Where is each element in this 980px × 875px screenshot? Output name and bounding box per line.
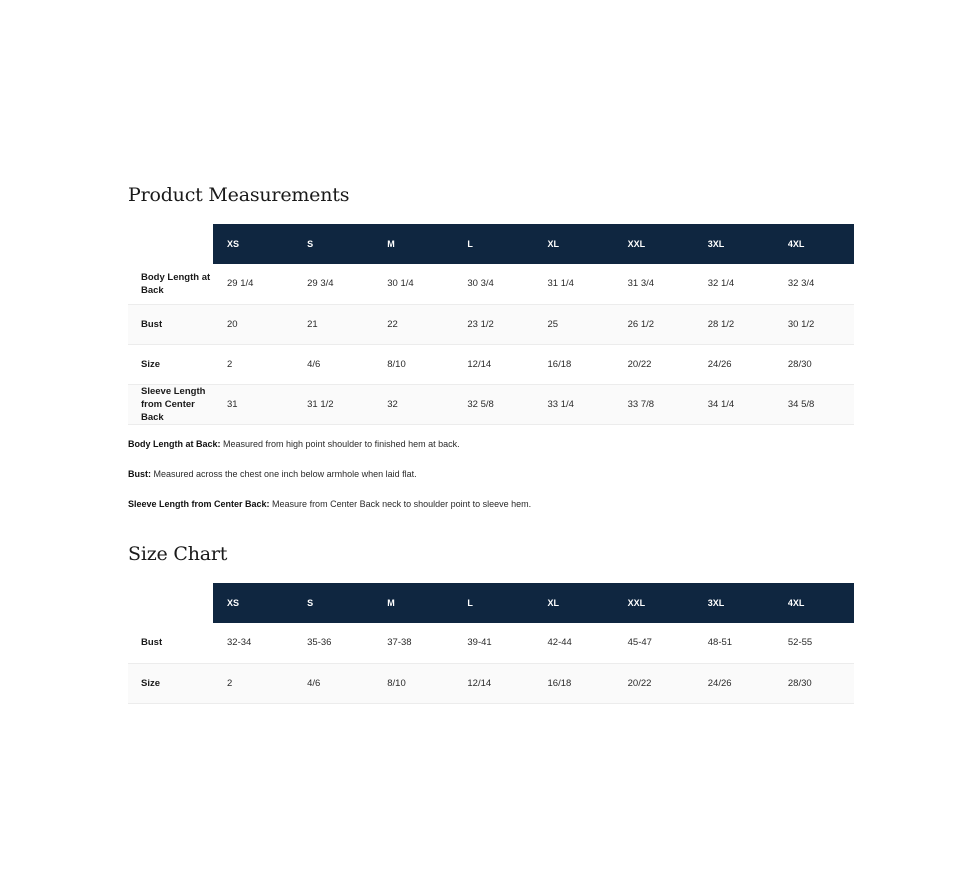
table-cell: 32 3/4 xyxy=(787,278,815,290)
table-cell: 35-36 xyxy=(307,637,332,649)
note-body-length xyxy=(128,439,460,449)
table-cell: 34 5/8 xyxy=(787,398,815,410)
table-cell: 24/26 xyxy=(707,358,732,370)
size-header-l: L xyxy=(453,583,533,623)
header-corner-cell xyxy=(128,224,213,264)
table-cell: 52-55 xyxy=(787,637,813,649)
table-cell: 28 1/2 xyxy=(707,318,735,330)
table-cell: 33 1/4 xyxy=(547,398,574,410)
size-chart-table xyxy=(128,583,854,704)
row-label-sleeve-length: Sleeve Length from Center Back xyxy=(141,385,206,423)
product-measurements-table xyxy=(128,224,854,425)
row-label-body-length: Body Length at Back xyxy=(141,271,211,296)
table-cell: 37-38 xyxy=(387,637,412,649)
size-header-xl: XL xyxy=(534,224,614,264)
table-cell: 22 xyxy=(387,318,398,330)
table-cell: 30 3/4 xyxy=(467,278,494,290)
row-label-size: Size xyxy=(141,358,161,370)
note-sleeve-length xyxy=(128,499,531,509)
table-cell: 2 xyxy=(227,358,233,370)
table-cell: 29 3/4 xyxy=(307,278,334,290)
table-header-row xyxy=(128,583,854,623)
table-cell: 4/6 xyxy=(307,677,321,689)
size-header-3xl: 3XL xyxy=(694,583,774,623)
table-cell: 8/10 xyxy=(387,677,406,689)
size-header-4xl: 4XL xyxy=(774,224,854,264)
row-label-bust: Bust xyxy=(141,637,163,649)
table-header-row xyxy=(128,224,854,264)
table-cell: 31 3/4 xyxy=(627,278,655,290)
table-row-size xyxy=(128,344,854,384)
table-cell: 29 1/4 xyxy=(227,278,254,290)
table-cell: 48-51 xyxy=(707,637,733,649)
size-header-s: S xyxy=(293,224,373,264)
table-cell: 2 xyxy=(227,677,233,689)
size-header-xl: XL xyxy=(534,583,614,623)
table-cell: 25 xyxy=(547,318,559,330)
table-cell: 20/22 xyxy=(627,677,652,689)
table-cell: 26 1/2 xyxy=(627,318,655,330)
note-text: Measured across the chest one inch below armhole when laid flat. xyxy=(151,469,417,479)
size-header-3xl: 3XL xyxy=(694,224,774,264)
table-row-bust xyxy=(128,623,854,663)
table-cell: 31 xyxy=(227,398,238,410)
size-header-xs: XS xyxy=(213,583,293,623)
table-row-sleeve-length xyxy=(128,384,854,424)
table-cell: 21 xyxy=(307,318,318,330)
size-chart-title: Size Chart xyxy=(128,543,228,565)
table-row-size xyxy=(128,663,854,703)
table-cell: 32 xyxy=(387,398,398,410)
size-header-xxl: XXL xyxy=(614,224,694,264)
table-cell: 45-47 xyxy=(627,637,652,649)
note-term: Body Length at Back: xyxy=(128,439,221,449)
table-cell: 20 xyxy=(227,318,238,330)
table-cell: 31 1/2 xyxy=(307,398,334,410)
table-cell: 34 1/4 xyxy=(707,398,735,410)
table-row-body-length xyxy=(128,264,854,304)
table-cell: 4/6 xyxy=(307,358,321,370)
row-label-bust: Bust xyxy=(141,318,163,330)
table-cell: 31 1/4 xyxy=(547,278,574,290)
table-cell: 30 1/2 xyxy=(787,318,815,330)
table-cell: 12/14 xyxy=(467,358,492,370)
table-row-bust xyxy=(128,304,854,344)
size-header-l: L xyxy=(453,224,533,264)
table-cell: 28/30 xyxy=(787,677,812,689)
table-cell: 12/14 xyxy=(467,677,492,689)
table-cell: 20/22 xyxy=(627,358,652,370)
note-term: Bust: xyxy=(128,469,151,479)
size-header-m: M xyxy=(373,583,453,623)
table-cell: 8/10 xyxy=(387,358,406,370)
size-header-4xl: 4XL xyxy=(774,583,854,623)
size-header-xxl: XXL xyxy=(614,583,694,623)
table-cell: 30 1/4 xyxy=(387,278,414,290)
table-cell: 23 1/2 xyxy=(467,318,494,330)
table-cell: 28/30 xyxy=(787,358,812,370)
row-label-size: Size xyxy=(141,677,161,689)
size-header-s: S xyxy=(293,583,373,623)
table-cell: 16/18 xyxy=(547,677,572,689)
table-cell: 33 7/8 xyxy=(627,398,655,410)
note-bust xyxy=(128,469,417,479)
header-corner-cell xyxy=(128,583,213,623)
size-header-m: M xyxy=(373,224,453,264)
note-text: Measured from high point shoulder to finished hem at back. xyxy=(220,439,460,449)
table-cell: 16/18 xyxy=(547,358,572,370)
table-cell: 24/26 xyxy=(707,677,732,689)
note-text: Measure from Center Back neck to shoulder point to sleeve hem. xyxy=(269,499,532,509)
size-header-xs: XS xyxy=(213,224,293,264)
table-cell: 32-34 xyxy=(227,637,252,649)
table-cell: 32 1/4 xyxy=(707,278,735,290)
table-cell: 42-44 xyxy=(547,637,572,649)
product-measurements-title: Product Measurements xyxy=(128,184,350,206)
table-cell: 39-41 xyxy=(467,637,492,649)
table-cell: 32 5/8 xyxy=(467,398,494,410)
note-term: Sleeve Length from Center Back: xyxy=(128,499,270,509)
